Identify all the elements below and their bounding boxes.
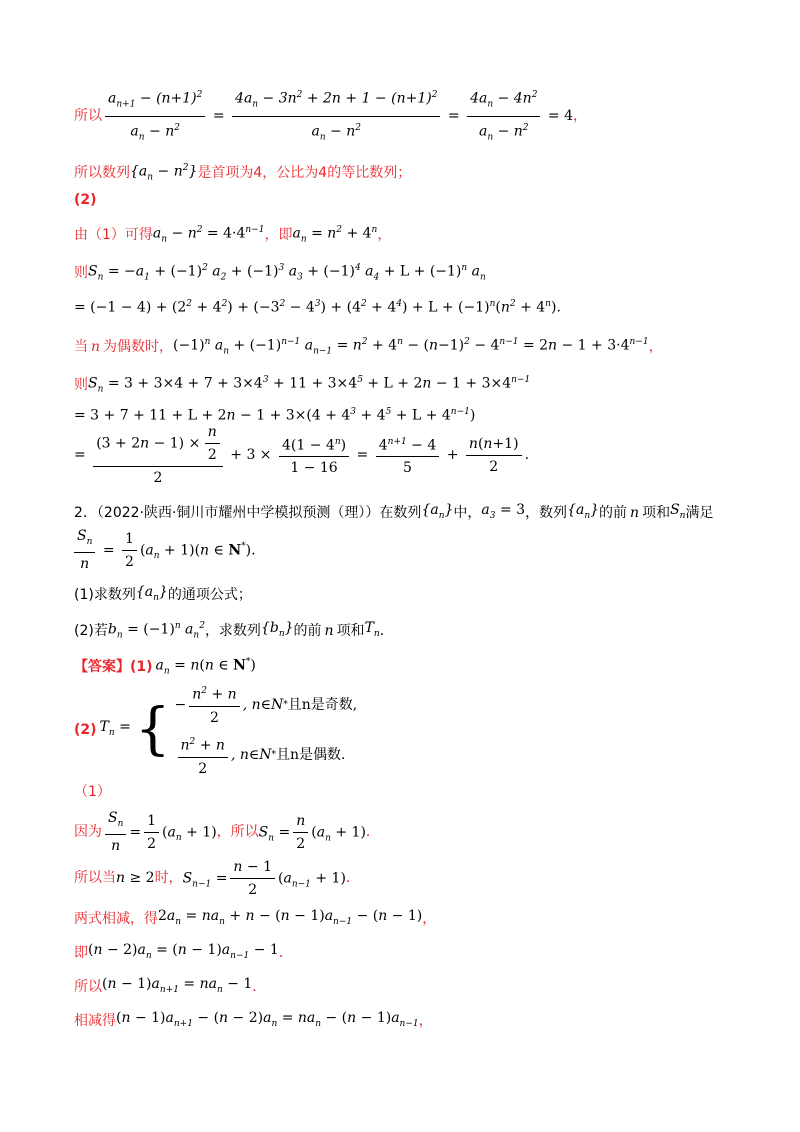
problem-2-header: 2．（2022·陕西·铜川市耀州中学模拟预测（理））在数列 $\{a_n\}$ 中， $a_3 = 3$ ，数列 $\{a_n\}$ 的前 n 项和 $S_n$ 满足 xyxy=(74,502,714,521)
answer-label: 【答案】 xyxy=(74,658,130,675)
sum-result-line: = (3 + 2n − 1) × $\frac{n}{2}$ 2 + 3 × $\frac{4(1 - 4^n)}{1 - 16}$ = $\frac{4^{n+1} - 4}{5}$ + $\frac{n(n+1)}{2}$ . xyxy=(74,424,530,486)
solution-line-1: 因为 $\frac{S_n}{n}$ = $\frac{1}{2}$ $(a_n + 1)$ ，所以 $S_n$ = $\frac{n}{2}$ $(a_n + 1)$ ． xyxy=(74,809,380,855)
solution-line-6: 相减得 $(n - 1)a_{n+1} - (n - 2)a_n = na_n - (n - 1)a_{n-1}$ ， xyxy=(74,1010,433,1029)
geometric-sequence-statement: 所以数列 $\{a_n - n^2\}$ 是首项为4，公比为4的等比数列； xyxy=(74,163,412,183)
solution-ratio-line: 所以 $\frac{a_{n+1} - (n+1)^2}{a_n - n^2}$ = $\frac{4a_n - 3n^2 + 2n + 1 - (n+1)^2}{a_n - n^2}$ = $\frac{4a_n - 4n^2}{a_n - n^2}$ = 4 ， xyxy=(74,92,587,140)
solution-line-3: 两式相减，得 $2a_n = na_n + n - (n - 1)a_{n-1} - (n - 1)$ ， xyxy=(74,908,437,927)
sum-expansion-line: 则 $S_n = -a_1 + (-1)^2$ $a_2 + (-1)^3$ $a_3 + (-1)^4$ $a_4 + L + (-1)^n$ $a_n$ xyxy=(74,263,486,283)
ratio-formula: $\frac{a_{n+1} - (n+1)^2}{a_n - n^2}$ = $\frac{4a_n - 3n^2 + 2n + 1 - (n+1)^2}{a_n - n^2}$ = $\frac{4a_n - 4n^2}{a_n - n^2}$ = 4 xyxy=(102,85,573,147)
sum-grouped-line: = $3 + 7 + 11 + L + 2n - 1 + 3\times(4 + 4^3 + 4^5 + L + 4^{n-1})$ xyxy=(74,407,476,424)
answer-2: (2) $T_n$ = { − $\frac{n^2 + n}{2}$ , n ∈ N * 且n是奇数, $\frac{n^2 + n}{2}$ , n ∈ N * 且n是偶数. xyxy=(74,690,357,770)
sum-expansion-line-2: = $(-1 - 4) + (2^2 + 4^2) + (-3^2 - 4^3) + (4^2 + 4^4) + L + (-1)^n(n^2 + 4^n)$. xyxy=(74,299,561,316)
question-1: (1)求数列 $\{a_n\}$ 的通项公式； xyxy=(74,584,252,603)
question-2: (2)若 $b_n = (-1)^n$ $a_n^2$ ，求数列 $\{b_n\}$ 的前 n 项和 $T_n$ ． xyxy=(74,619,394,641)
part-2-label: (2) xyxy=(74,192,97,208)
solution-line-5: 所以 $(n - 1)a_{n+1} = na_n - 1$ ． xyxy=(74,976,267,995)
answer-1: 【答案】 (1) $a_n = n(n$ ∈ N*) xyxy=(74,657,256,677)
problem-2-condition: $\frac{S_n}{n}$ = $\frac{1}{2}$ $(a_n + 1)(n$ ∈ N*). xyxy=(74,528,256,572)
solution-line-4: 即 $(n - 2)a_n = (n - 1)a_{n-1} - 1$ ． xyxy=(74,942,293,961)
sum-even-line: 则 $S_n = 3 + 3\times 4 + 7 + 3\times 4^3 + 11 + 3\times 4^5 + L + 2n - 1 + 3\times 4^{n-1}$ xyxy=(74,375,531,395)
derived-formula-line: 由（1）可得 $a_n - n^2 = 4\cdot 4^{n-1}$ ，即 $a_n = n^2 + 4^n$ ， xyxy=(74,225,392,245)
solution-part-1-label: （1） xyxy=(74,784,111,800)
even-n-line: 当 n 为偶数时， $(-1)^n$ $a_n + (-1)^{n-1}$ $a_{n-1} = n^2 + 4^n - (n-1)^2 - 4^{n-1} = 2n - 1 + 3\cdot 4^{n-1}$ ， xyxy=(74,337,663,357)
solution-line-2: 所以当 n ≥ 2 时， $S_{n-1}$ = $\frac{n - 1}{2}$ $(a_{n-1} + 1)$ ． xyxy=(74,858,360,898)
